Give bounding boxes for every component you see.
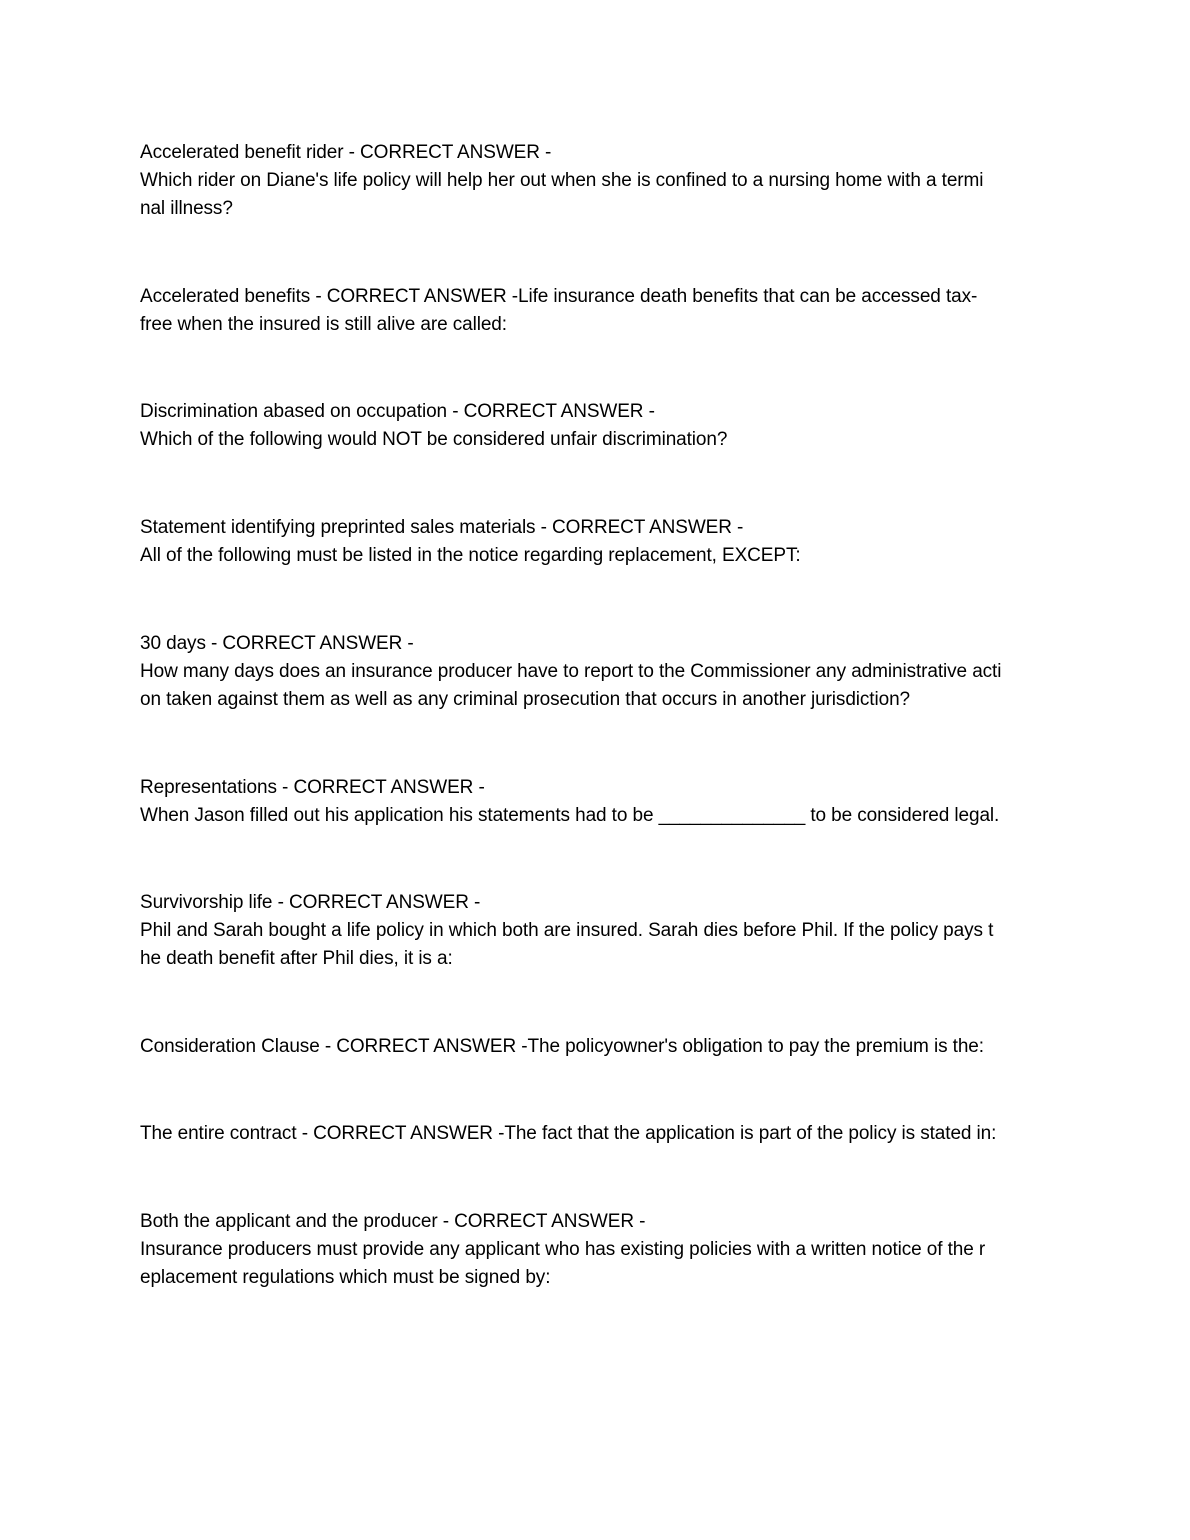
entry-6-answer-line: Representations - CORRECT ANSWER -: [140, 777, 485, 798]
entry-8-line: Consideration Clause - CORRECT ANSWER -The policyowner's obligation to pay the premium is the:: [140, 1036, 984, 1057]
entry-4-answer-line: Statement identifying preprinted sales materials - CORRECT ANSWER -: [140, 517, 744, 538]
entry-4-question-line: All of the following must be listed in the notice regarding replacement, EXCEPT:: [140, 545, 801, 566]
entry-5-answer-line: 30 days - CORRECT ANSWER -: [140, 633, 414, 654]
entry-5-question-line: on taken against them as well as any criminal prosecution that occurs in another jurisdiction?: [140, 689, 911, 710]
entry-7-question-line: Phil and Sarah bought a life policy in which both are insured. Sarah dies before Phil. If the policy pays t: [140, 920, 994, 941]
entry-9-line: The entire contract - CORRECT ANSWER -The fact that the application is part of the policy is stated in:: [140, 1123, 997, 1144]
entry-6-question-line: When Jason filled out his application his statements had to be ______________ to be considered legal.: [140, 805, 1000, 826]
entry-10-question-line: eplacement regulations which must be signed by:: [140, 1267, 551, 1288]
entry-10-question-line: Insurance producers must provide any applicant who has existing policies with a written notice of the r: [140, 1239, 986, 1260]
entry-2-answer-line: Accelerated benefits - CORRECT ANSWER -Life insurance death benefits that can be accessed tax-: [140, 286, 978, 307]
entry-1-answer-line: Accelerated benefit rider - CORRECT ANSWER -: [140, 142, 552, 163]
entry-3-question-line: Which of the following would NOT be considered unfair discrimination?: [140, 429, 728, 450]
entry-1-question-line: Which rider on Diane's life policy will help her out when she is confined to a nursing home with a termi: [140, 170, 984, 191]
entry-2-question-line: free when the insured is still alive are called:: [140, 314, 507, 335]
entry-7-question-line: he death benefit after Phil dies, it is a:: [140, 948, 453, 969]
entry-7-answer-line: Survivorship life - CORRECT ANSWER -: [140, 892, 481, 913]
entry-5-question-line: How many days does an insurance producer have to report to the Commissioner any administrative acti: [140, 661, 1002, 682]
entry-3-answer-line: Discrimination abased on occupation - CORRECT ANSWER -: [140, 401, 655, 422]
entry-1-question-line: nal illness?: [140, 198, 233, 219]
entry-10-answer-line: Both the applicant and the producer - CORRECT ANSWER -: [140, 1211, 646, 1232]
